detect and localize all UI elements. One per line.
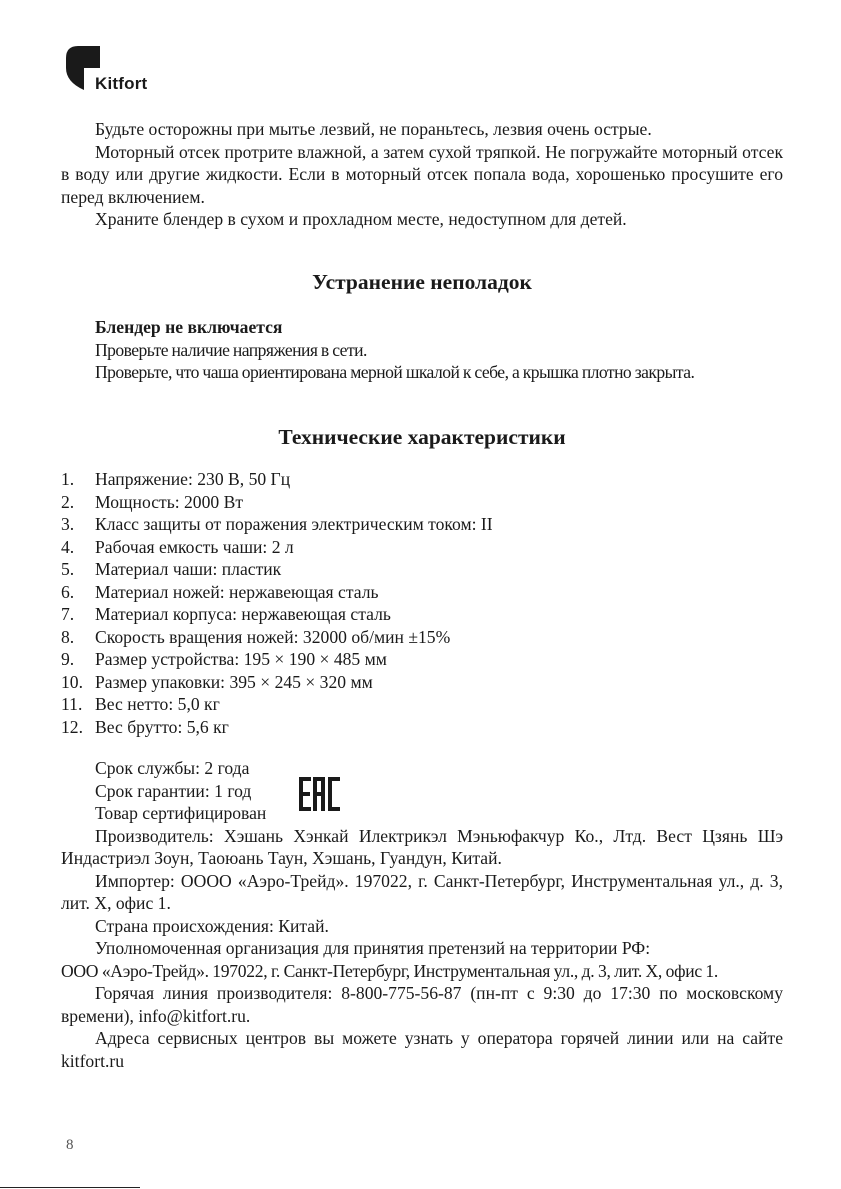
claims-org-address: ООО «Аэро-Трейд». 197022, г. Санкт-Петербург, Инструментальная ул., д. 3, лит. Х, офис 1. [61, 960, 719, 981]
kitfort-logo [66, 46, 166, 96]
brand-name: Kitfort [95, 74, 148, 93]
info-section [61, 757, 783, 1072]
certified: Товар сертифицирован [95, 803, 267, 823]
footer-divider [0, 1187, 140, 1188]
spec-item: 2. Мощность: 2000 Вт [61, 491, 244, 512]
intro-paragraph: Моторный отсек протрите влажной, а затем сухой тряпкой. Не погружайте моторный отсек в воду или другие жидкости. Если в моторный отсек попала вода, хорошенько просушите его перед включением. [61, 141, 783, 207]
warranty: Срок гарантии: 1 год [95, 780, 252, 801]
specs-section [61, 468, 783, 738]
intro-paragraph: Будьте осторожны при мытье лезвий, не пораньтесь, лезвия очень острые. [95, 119, 652, 139]
specs-list [61, 468, 783, 738]
origin: Страна происхождения: Китай. [95, 915, 329, 936]
problem-title: Блендер не включается [95, 317, 283, 337]
service-centers: Адреса сервисных центров вы можете узнать у оператора горячей линии или на сайте kitfort.ru [61, 1028, 783, 1071]
troubleshooting-heading: Устранение неполадок [312, 270, 532, 294]
eac-mark-icon [298, 776, 342, 812]
troubleshooting-section [61, 316, 817, 384]
spec-item: 12. Вес брутто: 5,6 кг [61, 716, 229, 737]
spec-item: 10. Размер упаковки: 395 × 245 × 320 мм [61, 671, 373, 692]
manufacturer: Производитель: Хэшань Хэнкай Илектрикэл Мэньюфакчур Ко., Лтд. Вест Цзянь Шэ Индастриэл Зоун, Таоюань Таун, Хэшань, Гуандун, Китай. [61, 825, 783, 868]
solution-line: Проверьте наличие напряжения в сети. [95, 339, 367, 360]
spec-item: 7. Материал корпуса: нержавеющая сталь [61, 604, 391, 624]
spec-item: 5. Материал чаши: пластик [61, 559, 282, 579]
spec-item: 3. Класс защиты от поражения электрическим током: II [61, 514, 493, 534]
spec-item: 11. Вес нетто: 5,0 кг [61, 694, 220, 714]
page-number: 8 [66, 1137, 74, 1153]
spec-item: 8. Скорость вращения ножей: 32000 об/мин ±15% [61, 626, 451, 647]
importer: Импортер: ОООО «Аэро-Трейд». 197022, г. Санкт-Петербург, Инструментальная ул., д. 3, лит. Х, офис 1. [61, 870, 783, 913]
intro-section [61, 118, 783, 231]
hotline: Горячая линия производителя: 8-800-775-56-87 (пн-пт с 9:30 до 17:30 по московскому времени), info@kitfort.ru. [61, 983, 783, 1026]
claims-org: Уполномоченная организация для принятия претензий на территории РФ: [95, 938, 651, 958]
intro-paragraph: Храните блендер в сухом и прохладном месте, недоступном для детей. [95, 209, 627, 229]
spec-item: 6. Материал ножей: нержавеющая сталь [61, 581, 379, 602]
spec-item: 4. Рабочая емкость чаши: 2 л [61, 536, 294, 557]
spec-item: 9. Размер устройства: 195 × 190 × 485 мм [61, 649, 387, 669]
service-life: Срок службы: 2 года [95, 758, 250, 778]
solution-line: Проверьте, что чаша ориентирована мерной шкалой к себе, а крышка плотно закрыта. [95, 362, 695, 382]
spec-item: 1. Напряжение: 230 В, 50 Гц [61, 469, 291, 489]
specs-heading: Технические характеристики [278, 425, 566, 449]
